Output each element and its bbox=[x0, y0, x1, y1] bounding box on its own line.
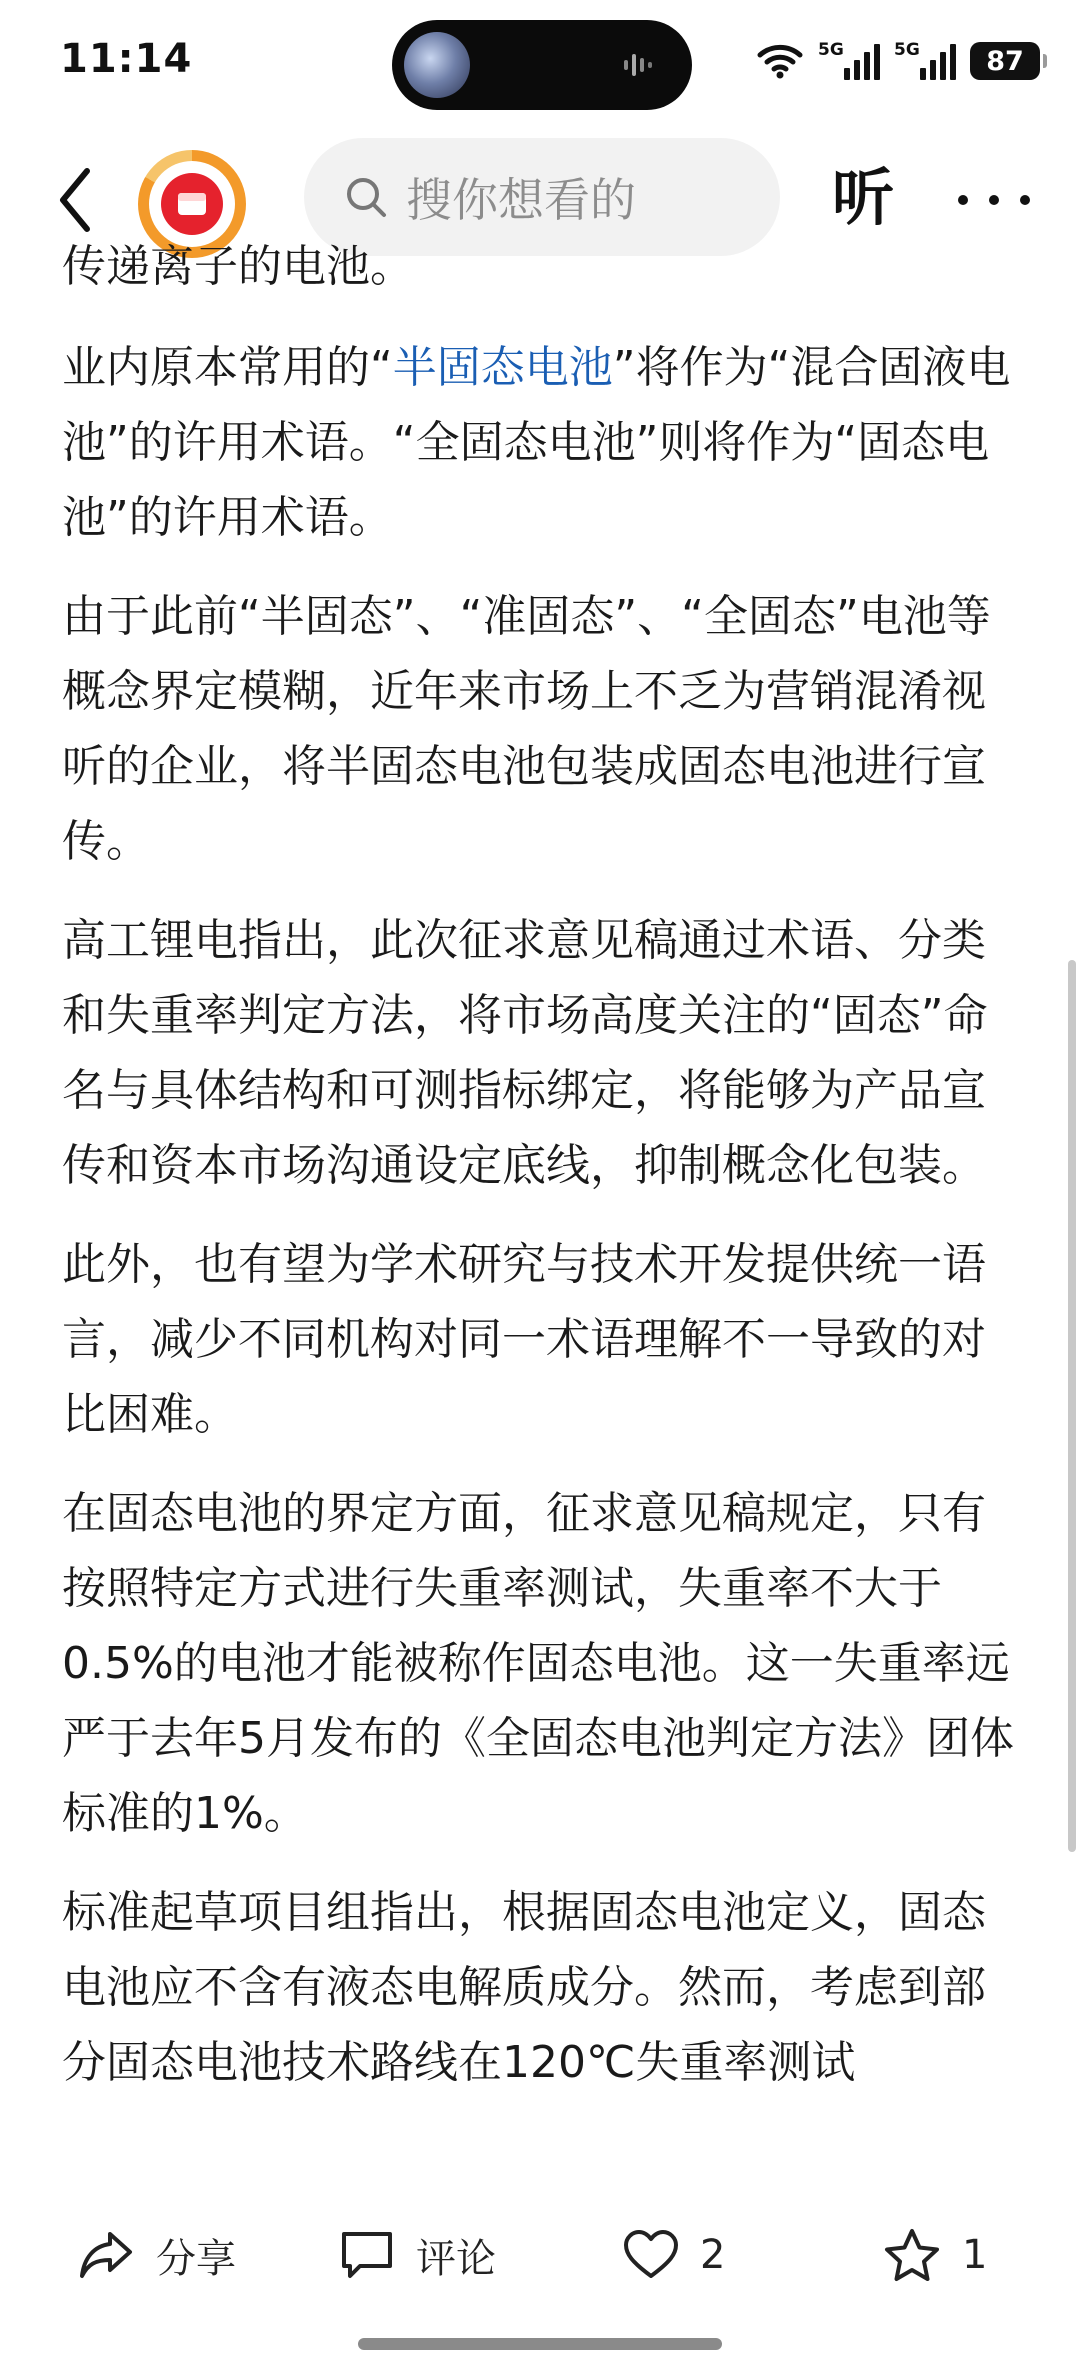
term-link-semi-solid-battery[interactable]: 半固态电池 bbox=[392, 342, 613, 393]
now-playing-thumbnail bbox=[404, 32, 470, 98]
comment-label: 评论 bbox=[416, 2235, 496, 2282]
search-icon bbox=[340, 171, 392, 223]
audio-wave-icon bbox=[622, 50, 656, 80]
more-options-icon[interactable] bbox=[958, 180, 1030, 220]
bottom-action-bar bbox=[0, 2190, 1080, 2320]
favorite-button[interactable] bbox=[882, 2220, 987, 2290]
wifi-icon bbox=[756, 43, 804, 79]
favorite-count: 1 bbox=[962, 2232, 988, 2278]
star-icon bbox=[882, 2227, 942, 2283]
battery-indicator: 87 bbox=[970, 42, 1040, 80]
article-partial-line: 传递离子的电池。 bbox=[62, 241, 414, 292]
cellular-signal-icon bbox=[818, 42, 880, 80]
share-button[interactable] bbox=[76, 2220, 236, 2290]
like-button[interactable] bbox=[622, 2220, 725, 2290]
scrollbar[interactable] bbox=[1068, 960, 1076, 1852]
status-bar bbox=[0, 0, 1080, 130]
like-count: 2 bbox=[700, 2232, 726, 2278]
heart-icon bbox=[622, 2228, 680, 2282]
share-label: 分享 bbox=[156, 2235, 236, 2282]
comment-icon bbox=[338, 2228, 396, 2282]
article-body bbox=[62, 330, 1022, 2124]
search-placeholder: 搜你想看的 bbox=[406, 173, 636, 227]
cellular-signal-icon-2 bbox=[894, 42, 956, 80]
chevron-left-icon bbox=[55, 165, 95, 235]
article-paragraph-5: 在固态电池的界定方面，征求意见稿规定，只有按照特定方式进行失重率测试，失重率不大于0.5%的电池才能被称作固态电池。这一失重率远严于去年5月发布的《全固态电池判定方法》团体标准的1%。 bbox=[62, 1488, 1014, 1839]
dynamic-island bbox=[392, 20, 692, 110]
article-paragraph-6: 标准起草项目组指出，根据固态电池定义，固态电池应不含有液态电解质成分。然而，考虑到部分固态电池技术路线在120℃失重率测试 bbox=[62, 1887, 986, 2088]
network-type-label-2: 5G bbox=[894, 40, 920, 60]
news-brand-icon bbox=[175, 187, 209, 221]
share-icon bbox=[76, 2228, 136, 2282]
home-indicator[interactable] bbox=[358, 2338, 722, 2350]
article-paragraph-1: 业内原本常用的“半固态电池”将作为“混合固液电池”的许用术语。“全固态电池”则将作为“固态电池”的许用术语。 bbox=[62, 342, 1011, 543]
comment-button[interactable] bbox=[338, 2220, 496, 2290]
status-icons bbox=[756, 36, 1040, 86]
article-content bbox=[0, 241, 1080, 2190]
status-time: 11:14 bbox=[60, 36, 193, 82]
article-paragraph-3: 高工锂电指出，此次征求意见稿通过术语、分类和失重率判定方法，将市场高度关注的“固态”命名与具体结构和可测指标绑定，将能够为产品宣传和资本市场沟通设定底线，抑制概念化包装。 bbox=[62, 915, 988, 1191]
listen-button[interactable]: 听 bbox=[832, 161, 895, 234]
back-button[interactable] bbox=[40, 160, 110, 240]
article-paragraph-2: 由于此前“半固态”、“准固态”、“全固态”电池等概念界定模糊，近年来市场上不乏为营销混淆视听的企业，将半固态电池包装成固态电池进行宣传。 bbox=[62, 591, 991, 867]
article-paragraph-4: 此外，也有望为学术研究与技术开发提供统一语言，减少不同机构对同一术语理解不一导致的对比困难。 bbox=[62, 1239, 986, 1440]
network-type-label: 5G bbox=[818, 40, 844, 60]
